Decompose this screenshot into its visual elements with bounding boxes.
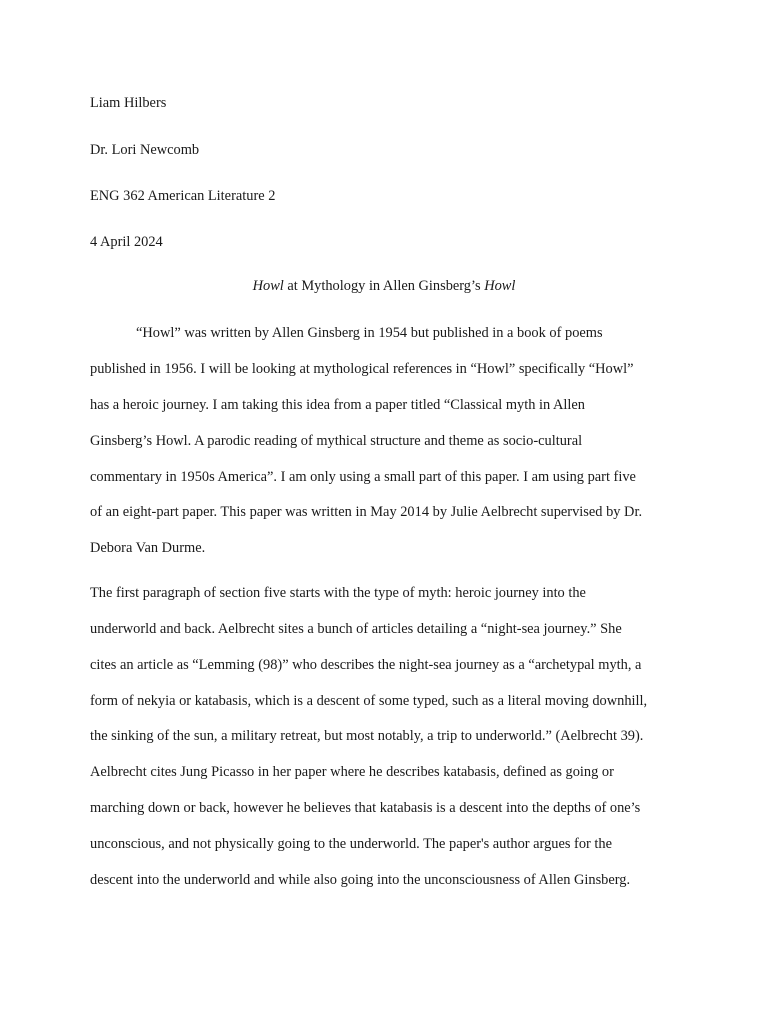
paragraph-line: unconscious, and not physically going to the underworld. The paper's author argues for the <box>90 836 613 852</box>
paragraph-line: published in 1956. I will be looking at mythological references in “Howl” specifically “Howl” <box>90 361 634 377</box>
instructor-name: Dr. Lori Newcomb <box>90 142 200 158</box>
document-title <box>0 277 768 295</box>
paragraph-line: Aelbrecht cites Jung Picasso in her paper where he describes katabasis, defined as going or <box>90 764 614 780</box>
paragraph-line: “Howl” was written by Allen Ginsberg in 1954 but published in a book of poems <box>136 325 603 341</box>
paragraph-line: form of nekyia or katabasis, which is a descent of some typed, such as a literal moving downhill, <box>90 693 648 709</box>
title-italic-howl-2: Howl <box>484 278 516 294</box>
paragraph-line: descent into the underworld and while also going into the unconsciousness of Allen Ginsberg. <box>90 872 631 888</box>
paragraph-line: underworld and back. Aelbrecht sites a bunch of articles detailing a “night-sea journey.” She <box>90 621 622 637</box>
paragraph-line: The first paragraph of section five starts with the type of myth: heroic journey into the <box>90 585 586 601</box>
title-italic-howl-1: Howl <box>252 278 284 294</box>
paragraph-line: cites an article as “Lemming (98)” who describes the night-sea journey as a “archetypal myth, a <box>90 657 642 673</box>
paragraph-line: marching down or back, however he believes that katabasis is a descent into the depths of one’s <box>90 800 641 816</box>
title-middle-text: at Mythology in Allen Ginsberg’s <box>283 278 485 294</box>
author-name: Liam Hilbers <box>90 95 167 111</box>
paragraph-line: has a heroic journey. I am taking this idea from a paper titled “Classical myth in Allen <box>90 397 586 413</box>
course-name: ENG 362 American Literature 2 <box>90 188 276 204</box>
paragraph-line: Ginsberg’s Howl. A parodic reading of mythical structure and theme as socio-cultural <box>90 433 583 449</box>
paragraph-line: the sinking of the sun, a military retreat, but most notably, a trip to underworld.” (Aelbrecht 39). <box>90 728 644 744</box>
document-date: 4 April 2024 <box>90 234 163 250</box>
paragraph-line: commentary in 1950s America”. I am only using a small part of this paper. I am using part five <box>90 469 636 485</box>
paragraph-line: of an eight-part paper. This paper was written in May 2014 by Julie Aelbrecht supervised by Dr. <box>90 504 643 520</box>
paragraph-line: Debora Van Durme. <box>90 540 206 556</box>
